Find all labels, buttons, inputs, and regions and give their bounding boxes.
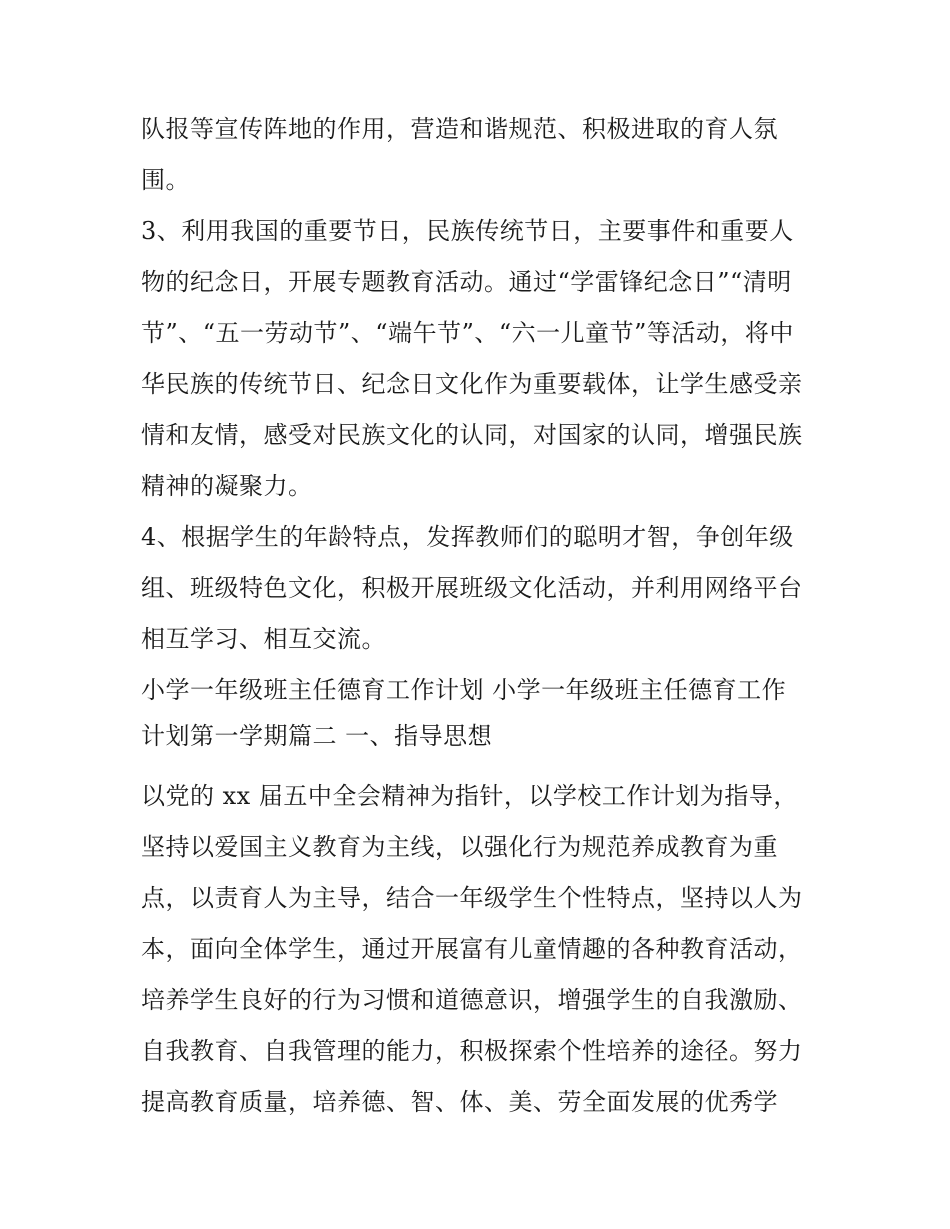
text-line: 队报等宣传阵地的作用，营造和谐规范、积极进取的育人氛 <box>141 115 778 143</box>
text-line: 坚持以爱国主义教育为主线，以强化行为规范养成教育为重 <box>141 833 778 861</box>
text-line: 情和友情，感受对民族文化的认同，对国家的认同，增强民族 <box>141 421 803 449</box>
text-line: 小学一年级班主任德育工作计划 小学一年级班主任德育工作 <box>141 676 787 704</box>
text-line: 3、利用我国的重要节日，民族传统节日，主要事件和重要人 <box>141 217 794 245</box>
text-line: 自我教育、自我管理的能力，积极探索个性培养的途径。努力 <box>141 1037 803 1065</box>
text-line: 培养学生良好的行为习惯和道德意识，增强学生的自我激励、 <box>141 986 803 1014</box>
text-line: 本，面向全体学生，通过开展富有儿童情趣的各种教育活动， <box>141 935 803 963</box>
text-line: 4、根据学生的年龄特点，发挥教师们的聪明才智，争创年级 <box>141 523 794 551</box>
text-line: 提高教育质量，培养德、智、体、美、劳全面发展的优秀学 <box>141 1088 778 1116</box>
text-line: 组、班级特色文化，积极开展班级文化活动，并利用网络平台 <box>141 574 803 602</box>
text-line: 相互学习、相互交流。 <box>141 625 386 653</box>
text-line: 围。 <box>141 166 190 194</box>
text-line: 物的纪念日，开展专题教育活动。通过“学雷锋纪念日”“清明 <box>141 268 792 296</box>
text-line: 精神的凝聚力。 <box>141 472 313 500</box>
text-line: 节”、“五一劳动节”、“端午节”、“六一儿童节”等活动，将中 <box>141 319 794 347</box>
text-line: 计划第一学期篇二 一、指导思想 <box>141 722 493 750</box>
text-block-top <box>141 104 821 756</box>
text-line: 点，以责育人为主导，结合一年级学生个性特点，坚持以人为 <box>141 884 803 912</box>
text-block-bottom <box>141 771 821 1128</box>
text-line: 以党的 xx 届五中全会精神为指针，以学校工作计划为指导， <box>141 782 798 810</box>
text-line: 华民族的传统节日、纪念日文化作为重要载体，让学生感受亲 <box>141 370 803 398</box>
